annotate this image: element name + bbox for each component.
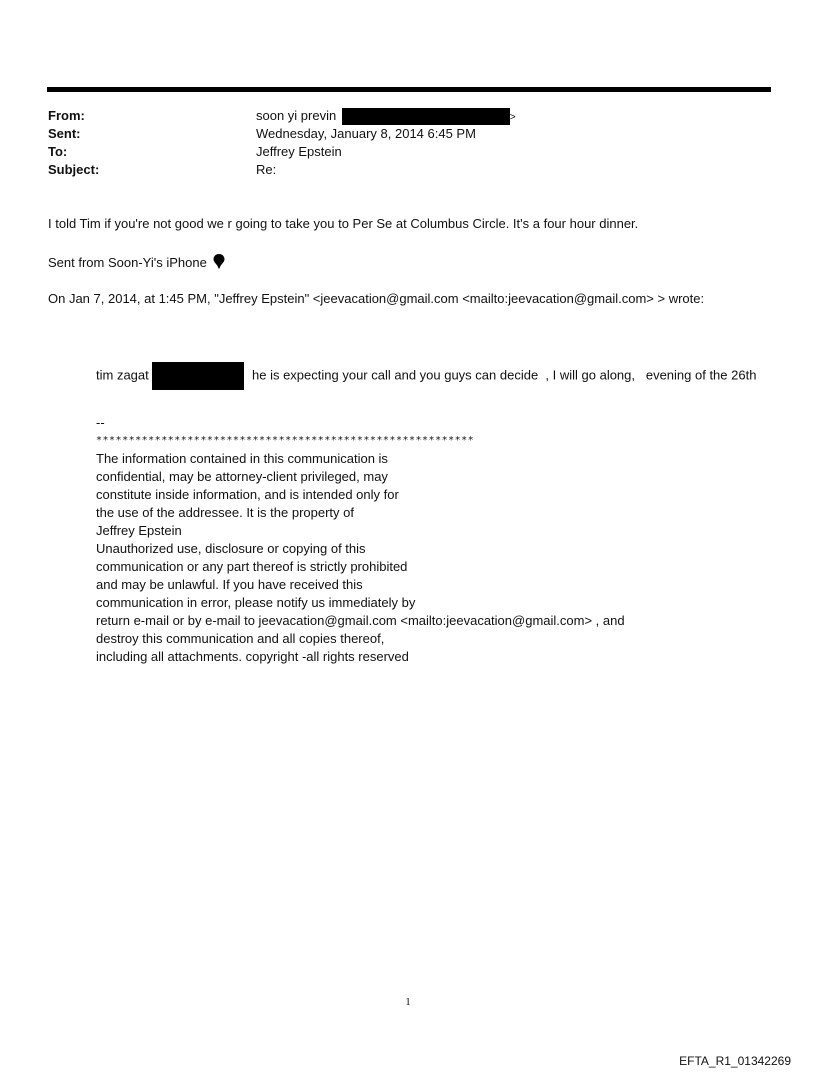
disclaimer-line: confidential, may be attorney-client privileged, may <box>96 469 388 484</box>
signature-line <box>48 254 225 272</box>
sent-value: Wednesday, January 8, 2014 6:45 PM <box>256 126 476 141</box>
to-label: To: <box>48 144 68 159</box>
from-label: From: <box>48 108 85 123</box>
quoted-message <box>96 362 756 390</box>
map-pin-icon <box>213 254 225 269</box>
header-divider <box>47 87 771 92</box>
asterisk-divider: ********************************************************** <box>96 435 475 446</box>
disclaimer-line: including all attachments. copyright -all rights reserved <box>96 649 409 664</box>
disclaimer-line: the use of the addressee. It is the property of <box>96 505 354 520</box>
signature-text: Sent from Soon-Yi's iPhone <box>48 255 207 270</box>
page-number: 1 <box>405 996 411 1008</box>
disclaimer-block <box>96 414 625 666</box>
sent-label: Sent: <box>48 126 81 141</box>
from-name: soon yi previn <box>256 108 337 123</box>
from-value <box>256 107 516 127</box>
quoted-message-end: he is expecting your call and you guys can decide , I will go along, evening of the 26th <box>252 367 757 383</box>
subject-value: Re: <box>256 162 277 177</box>
disclaimer-line: The information contained in this communication is <box>96 451 388 466</box>
redaction-box <box>342 108 510 125</box>
disclaimer-line: and may be unlawful. If you have received this <box>96 577 363 592</box>
disclaimer-line: communication in error, please notify us immediately by <box>96 595 416 610</box>
signature-separator: -- <box>96 415 105 430</box>
disclaimer-line: Unauthorized use, disclosure or copying of this <box>96 541 366 556</box>
disclaimer-line: return e-mail or by e-mail to jeevacation@gmail.com <mailto:jeevacation@gmail.com> , and <box>96 613 625 628</box>
disclaimer-line: constitute inside information, and is intended only for <box>96 487 399 502</box>
disclaimer-line: communication or any part thereof is strictly prohibited <box>96 559 408 574</box>
disclaimer-line: destroy this communication and all copies thereof, <box>96 631 385 646</box>
quote-intro: On Jan 7, 2014, at 1:45 PM, "Jeffrey Epstein" <jeevacation@gmail.com <mailto:jeevacation@gmail.com> > wrote: <box>48 291 705 306</box>
document-id: EFTA_R1_01342269 <box>679 1054 791 1068</box>
to-value: Jeffrey Epstein <box>256 144 342 159</box>
quoted-message-start: tim zagat <box>96 367 149 383</box>
from-suffix: > <box>509 112 516 123</box>
message-body: I told Tim if you're not good we r going to take you to Per Se at Columbus Circle. It's a four hour dinner. <box>48 216 639 231</box>
disclaimer-line: Jeffrey Epstein <box>96 523 182 538</box>
subject-label: Subject: <box>48 162 100 177</box>
redaction-box <box>152 362 244 390</box>
